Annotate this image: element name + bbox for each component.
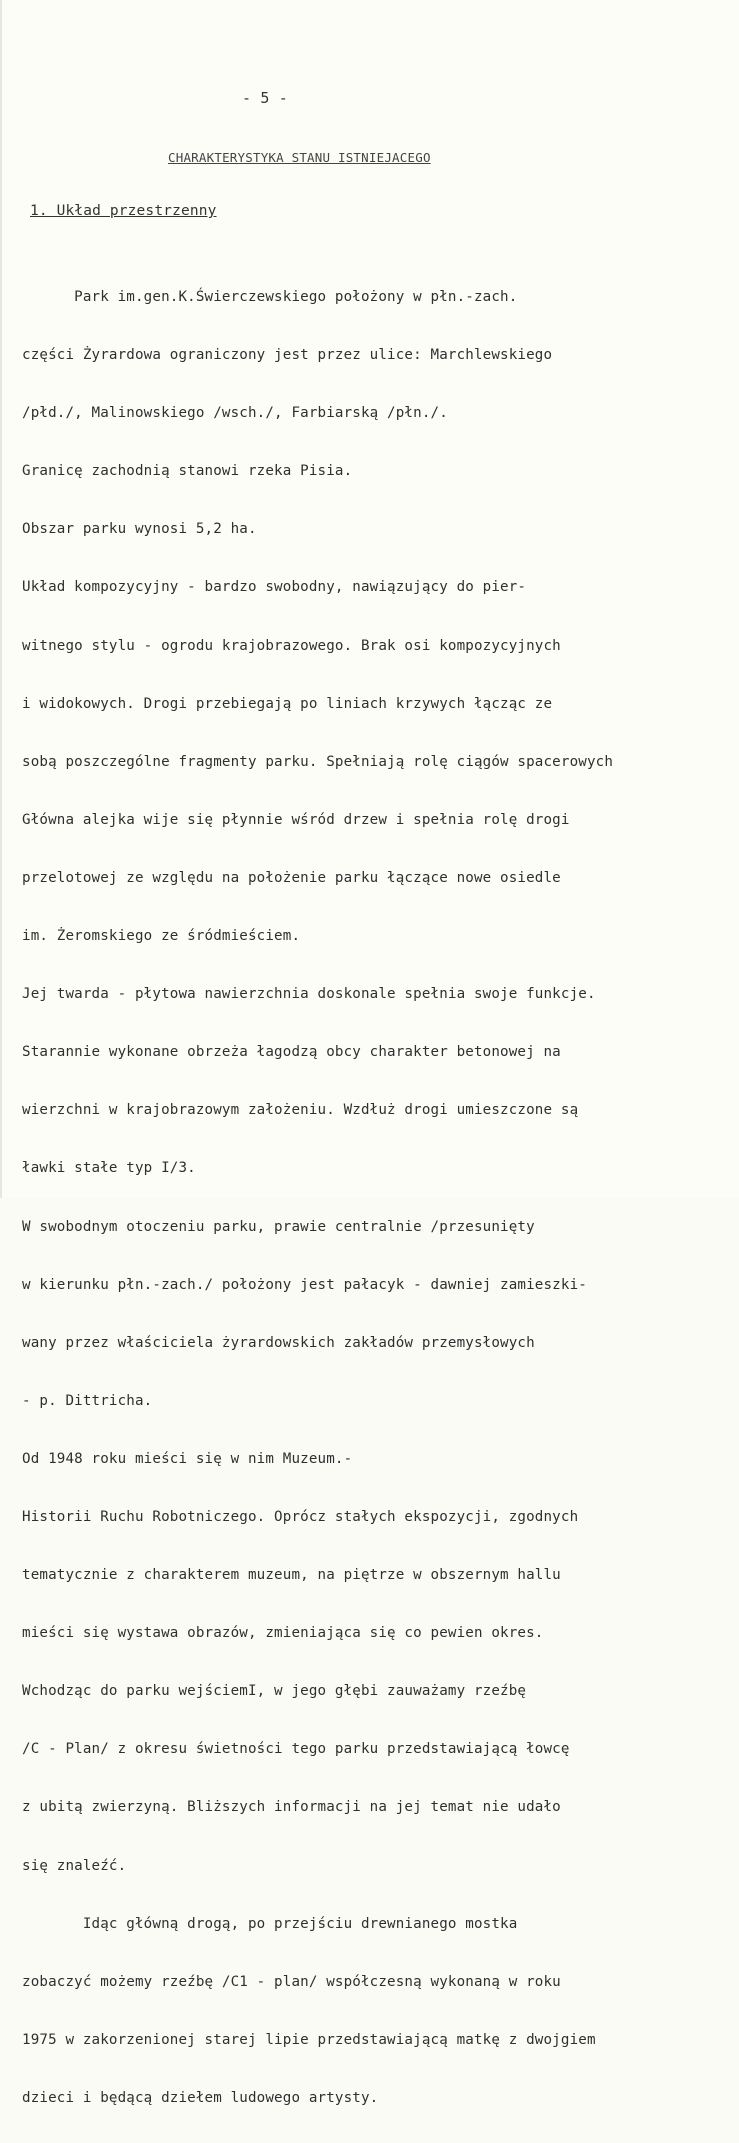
section-heading: CHARAKTERYSTYKA STANU ISTNIEJACEGO (168, 150, 431, 165)
text-line: wierzchni w krajobrazowym założeniu. Wzdłuż drogi umieszczone są (22, 1102, 579, 1119)
text-line: części Żyrardowa ograniczony jest przez ulice: Marchlewskiego (22, 347, 553, 364)
text-line: Obszar parku wynosi 5,2 ha. (22, 521, 257, 538)
text-line: im. Żeromskiego ze śródmieściem. (22, 928, 301, 945)
text-line: dzieci i będącą dziełem ludowego artysty. (22, 2089, 379, 2106)
text-line: w kierunku płn.-zach./ położony jest pałacyk - dawniej zamieszki- (22, 1276, 587, 1293)
text-line: Starannie wykonane obrzeża łagodzą obcy charakter betonowej na (22, 1044, 561, 1061)
text-line: /płd./, Malinowskiego /wsch./, Farbiarską /płn./. (22, 405, 448, 422)
text-line: Układ kompozycyjny - bardzo swobodny, nawiązujący do pier- (22, 579, 527, 596)
text-line: W swobodnym otoczeniu parku, prawie centralnie /przesunięty (22, 1218, 535, 1235)
text-line: tematycznie z charakterem muzeum, na piętrze w obszernym hallu (22, 1567, 561, 1584)
text-line: wany przez właściciela żyrardowskich zakładów przemysłowych (22, 1334, 535, 1351)
text-line: zobaczyć możemy rzeźbę /C1 - plan/ współczesną wykonaną w roku (22, 1973, 561, 1990)
text-line: Główna alejka wije się płynnie wśród drzew i spełnia rolę drogi (22, 811, 570, 828)
text-line: Historii Ruchu Robotniczego. Oprócz stałych ekspozycji, zgodnych (22, 1508, 579, 1525)
text-line: witnego stylu - ogrodu krajobrazowego. Brak osi kompozycyjnych (22, 637, 561, 654)
text-line: Jej twarda - płytowa nawierzchnia doskonale spełnia swoje funkcje. (22, 986, 596, 1003)
text-line: Granicę zachodnią stanowi rzeka Pisia. (22, 463, 353, 480)
text-line: z ubitą zwierzyną. Bliższych informacji na jej temat nie udało (22, 1799, 561, 1816)
text-line: ławki stałe typ I/3. (22, 1160, 196, 1177)
text-line: /C - Plan/ z okresu świetności tego parku przedstawiającą łowcę (22, 1741, 570, 1758)
subsection-heading: 1. Układ przestrzenny (30, 203, 217, 219)
text-line: 1975 w zakorzenionej starej lipie przedstawiającą matkę z dwojgiem (22, 2031, 596, 2048)
text-line: mieści się wystawa obrazów, zmieniająca się co pewien okres. (22, 1625, 544, 1642)
text-line: Park im.gen.K.Świerczewskiego położony w płn.-zach. (22, 289, 518, 305)
text-line: Od 1948 roku mieści się w nim Muzeum.- (22, 1450, 353, 1467)
text-line: - p. Dittricha. (22, 1392, 153, 1409)
text-line: Idąc główną drogą, po przejściu drewnianego mostka (22, 1915, 518, 1932)
page-edge (0, 0, 2, 1198)
text-line: się znaleźć. (22, 1857, 127, 1874)
text-line: Wchodząc do parku wejściemI, w jego głębi zauważamy rzeźbę (22, 1683, 527, 1700)
text-line: przelotowej ze względu na położenie parku łączące nowe osiedle (22, 869, 561, 886)
text-line: sobą poszczególne fragmenty parku. Spełniają rolę ciągów spacerowych (22, 753, 614, 770)
page-number: - 5 - (242, 89, 288, 107)
text-line: i widokowych. Drogi przebiegają po liniach krzywych łącząc ze (22, 695, 553, 712)
